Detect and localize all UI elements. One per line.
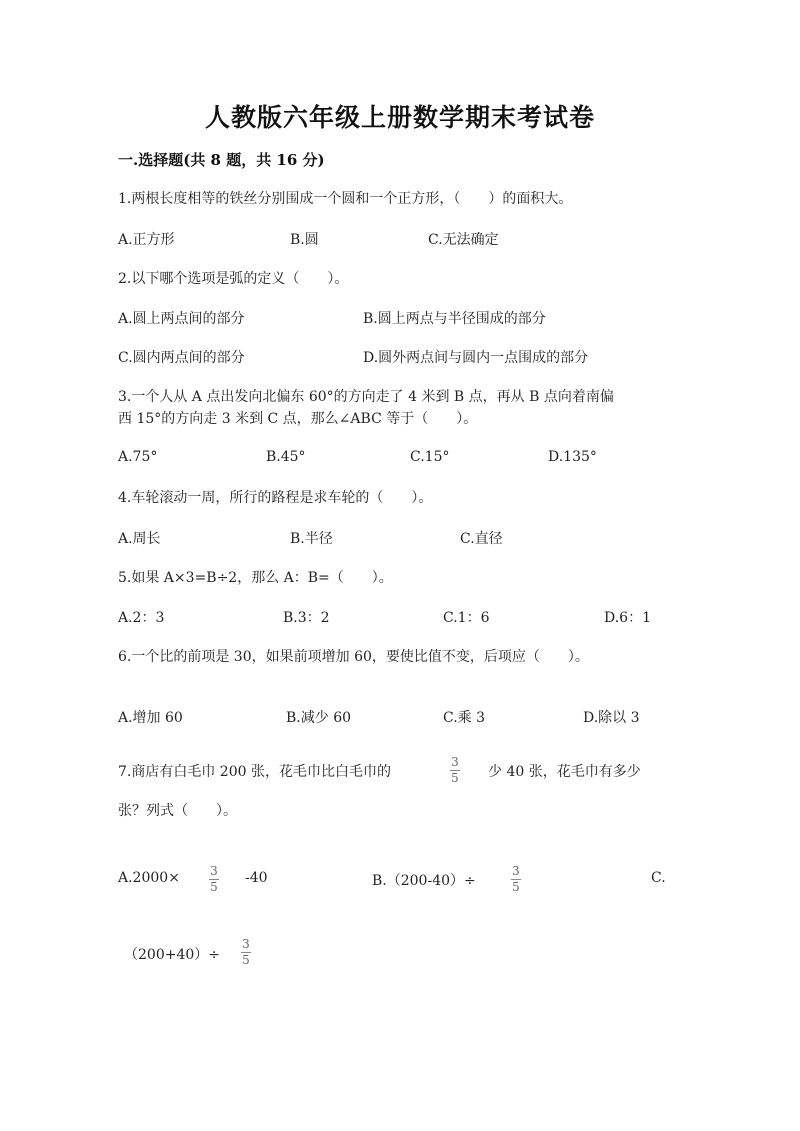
- fraction-denominator: 5: [242, 953, 250, 967]
- q5-option-a: A.2：3: [118, 610, 165, 626]
- q2-option-b: B.圆上两点与半径围成的部分: [363, 311, 546, 327]
- q4-option-c: C.直径: [460, 531, 503, 547]
- section-heading: 一.选择题(共 8 题，共 16 分): [118, 151, 325, 169]
- fraction-three-fifths: [511, 865, 521, 894]
- q7-option-c: C.: [651, 870, 666, 886]
- fraction-numerator: 3: [451, 755, 459, 769]
- q2-option-d: D.圆外两点间与圆内一点围成的部分: [363, 350, 589, 366]
- q7-option-a-tail: -40: [245, 870, 268, 886]
- fraction-denominator: 5: [451, 771, 459, 785]
- fraction-three-fifths: [450, 756, 460, 785]
- question-7-stem-part2: 少 40 张，花毛巾有多少: [488, 764, 641, 780]
- question-5-stem: 5.如果 A×3=B÷2，那么 A：B=（ ）。: [118, 570, 393, 586]
- fraction-numerator: 3: [210, 864, 218, 878]
- q5-option-c: C.1：6: [443, 610, 490, 626]
- q3-option-d: D.135°: [548, 449, 597, 465]
- q5-option-b: B.3：2: [283, 610, 330, 626]
- q4-option-b: B.半径: [290, 531, 333, 547]
- question-7-stem-line2: 张？列式（ ）。: [118, 803, 237, 819]
- q5-option-d: D.6：1: [604, 610, 651, 626]
- question-4-stem: 4.车轮滚动一周，所行的路程是求车轮的（ ）。: [118, 490, 433, 506]
- q6-option-b: B.减少 60: [286, 710, 352, 726]
- question-2-stem: 2.以下哪个选项是弧的定义（ ）。: [118, 271, 349, 287]
- fraction-numerator: 3: [512, 864, 520, 878]
- question-7-stem-part1: 7.商店有白毛巾 200 张，花毛巾比白毛巾的: [118, 764, 391, 780]
- q2-option-a: A.圆上两点间的部分: [118, 311, 245, 327]
- q6-option-d: D.除以 3: [583, 710, 640, 726]
- fraction-denominator: 5: [512, 880, 520, 894]
- fraction-numerator: 3: [242, 937, 250, 951]
- question-6-stem: 6.一个比的前项是 30，如果前项增加 60，要使比值不变，后项应（ ）。: [118, 649, 589, 665]
- q3-option-b: B.45°: [266, 449, 306, 465]
- fraction-denominator: 5: [210, 880, 218, 894]
- q7-option-a: A.2000×: [118, 870, 180, 886]
- q3-option-c: C.15°: [410, 449, 450, 465]
- q1-option-c: C.无法确定: [428, 232, 499, 248]
- q1-option-a: A.正方形: [118, 232, 175, 248]
- question-1-stem: 1.两根长度相等的铁丝分别围成一个圆和一个正方形，（ ）的面积大。: [118, 191, 573, 207]
- question-3-stem-line2: 西 15°的方向走 3 米到 C 点，那么∠ABC 等于（ ）。: [118, 411, 478, 427]
- fraction-three-fifths: [241, 938, 251, 967]
- question-3-stem-line1: 3.一个人从 A 点出发向北偏东 60°的方向走了 4 米到 B 点，再从 B 点向着南偏: [118, 389, 614, 405]
- q6-option-c: C.乘 3: [443, 710, 486, 726]
- q1-option-b: B.圆: [290, 232, 319, 248]
- q3-option-a: A.75°: [118, 449, 158, 465]
- q6-option-a: A.增加 60: [118, 710, 183, 726]
- page-title: 人教版六年级上册数学期末考试卷: [204, 103, 595, 132]
- q7-option-b: B.（200-40）÷: [372, 873, 476, 889]
- q2-option-c: C.圆内两点间的部分: [118, 350, 245, 366]
- q7-option-c-expression: （200+40）÷: [124, 947, 220, 963]
- q4-option-a: A.周长: [118, 531, 161, 547]
- fraction-three-fifths: [209, 865, 219, 894]
